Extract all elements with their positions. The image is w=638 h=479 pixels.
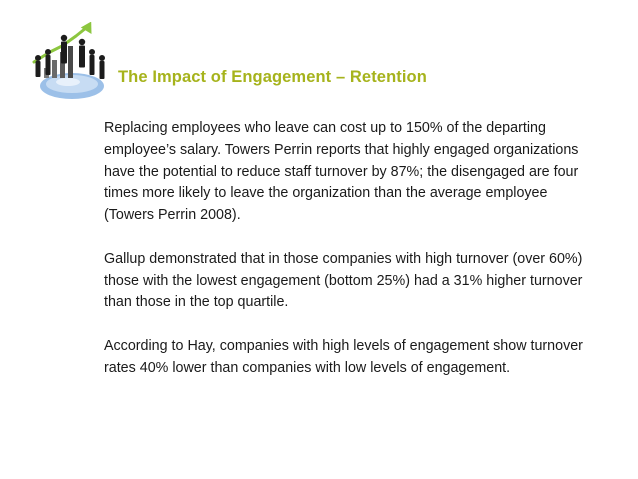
paragraph-retention-cost: Replacing employees who leave can cost up to 150% of the departing employee’s salary. Towers Perrin reports that highly engaged organizations have the potential to reduce staff turnover by 87%; the disengaged are four times more likely to leave the organization than the average employee (Towers Perrin 2008). xyxy=(104,120,579,224)
business-people-growth-icon xyxy=(28,22,114,104)
slide-body xyxy=(104,118,594,401)
slide-title: The Impact of Engagement – Retention xyxy=(118,68,427,86)
paragraph-hay: According to Hay, companies with high levels of engagement show turnover rates 40% lower than companies with low levels of engagement. xyxy=(104,337,583,376)
paragraph-gallup: Gallup demonstrated that in those companies with high turnover (over 60%) those with the lowest engagement (bottom 25%) had a 31% higher turnover than those in the top quartile. xyxy=(104,250,583,311)
